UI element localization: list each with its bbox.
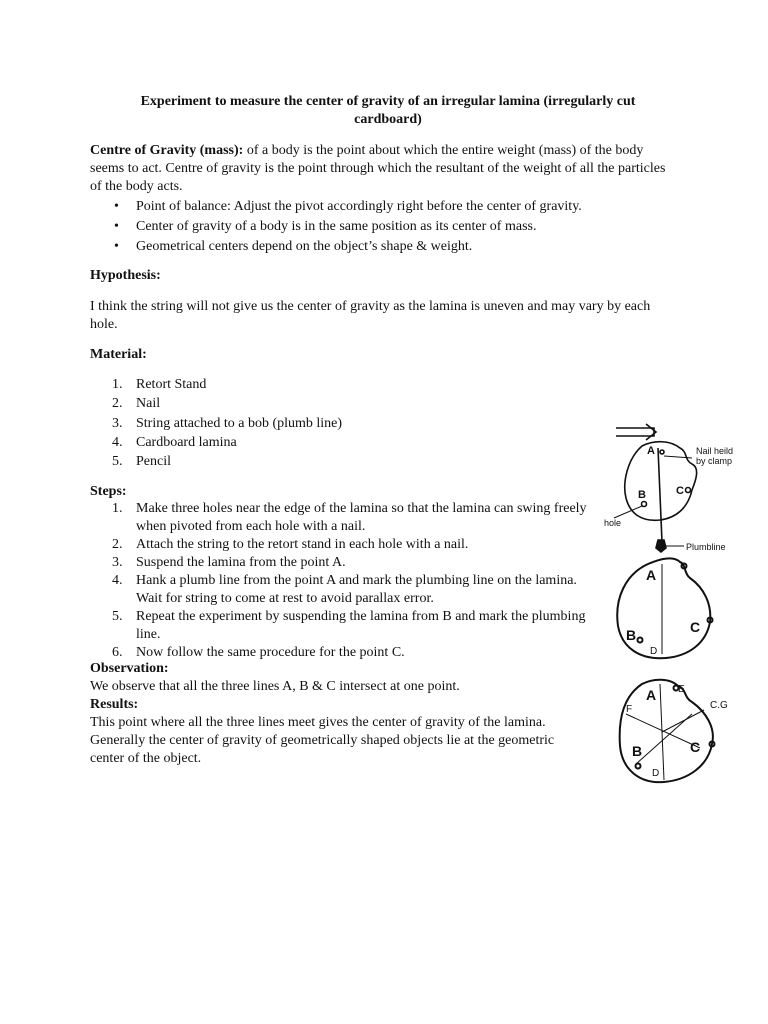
- steps-list: [90, 500, 590, 662]
- list-item: 4. Hank a plumb line from the point A and mark the plumbing line on the lamina. Wait for string to come at rest to avoid parallax error.: [112, 573, 577, 606]
- fig-label: by clamp: [696, 456, 733, 466]
- fig-label: B: [626, 627, 637, 643]
- list-item: 5. Repeat the experiment by suspending the lamina from B and mark the plumbing line.: [112, 609, 586, 642]
- figure-top: [614, 424, 697, 552]
- hypothesis-heading: Hypothesis:: [90, 268, 161, 283]
- fig-label: A: [646, 567, 657, 583]
- list-item: 2. Nail: [112, 396, 161, 412]
- list-item: 1. Make three holes near the edge of the lamina so that the lamina can swing freely when pivoted from each hole with a nail.: [112, 501, 587, 534]
- results-text: This point where all the three lines meet gives the center of gravity of the lamina. Generally the center of gravity of geometrically shaped objects lie at the geometric center of the object.: [90, 715, 555, 766]
- fig-label: D: [652, 768, 660, 779]
- definition-term: Centre of Gravity (mass):: [90, 143, 244, 158]
- bullet-icon: •: [114, 219, 119, 234]
- bullet-item: • Point of balance: Adjust the pivot accordingly right before the center of gravity.: [90, 197, 650, 217]
- material-heading: Material:: [90, 347, 147, 362]
- hypothesis-text: I think the string will not give us the center of gravity as the lamina is uneven and may vary by each hole.: [90, 299, 651, 332]
- center-of-gravity-figure: [592, 418, 744, 788]
- fig-label: C: [690, 619, 701, 635]
- list-item: 1. Retort Stand: [112, 377, 207, 392]
- fig-label: E: [678, 684, 685, 695]
- list-item: 3. String attached to a bob (plumb line): [112, 415, 343, 431]
- fig-label: C.G: [710, 700, 728, 711]
- fig-label: C: [676, 485, 684, 497]
- bullet-item: • Geometrical centers depend on the object’s shape & weight.: [90, 237, 650, 257]
- fig-label: Nail heild: [696, 446, 734, 456]
- document-title: Experiment to measure the center of gravity of an irregular lamina (irregularly cut cardboard): [140, 94, 636, 127]
- bullet-icon: •: [114, 239, 119, 254]
- fig-label: A: [647, 445, 655, 457]
- fig-label: F: [626, 704, 633, 715]
- observation-text: We observe that all the three lines A, B & C intersect at one point.: [90, 679, 460, 694]
- observation-heading: Observation:: [90, 661, 169, 676]
- figure-bottom: [620, 680, 715, 782]
- list-item: 6. Now follow the same procedure for the point C.: [112, 645, 405, 660]
- fig-label: hole: [604, 518, 622, 528]
- list-item: 3. Suspend the lamina from the point A.: [112, 555, 346, 570]
- definition-bullets: [90, 197, 650, 257]
- lamina-diagram: [592, 418, 744, 788]
- fig-label: A: [646, 687, 657, 703]
- definition-paragraph: [90, 142, 675, 196]
- fig-label: B: [632, 743, 643, 759]
- list-item: 2. Attach the string to the retort stand in each hole with a nail.: [112, 537, 469, 552]
- bullet-icon: •: [114, 199, 119, 214]
- fig-label: B: [638, 489, 646, 501]
- list-item: 4. Cardboard lamina: [112, 434, 237, 450]
- material-list: [90, 375, 342, 471]
- fig-label: C: [690, 739, 701, 755]
- list-item: 5. Pencil: [112, 454, 171, 470]
- results-heading: Results:: [90, 697, 139, 712]
- fig-label: Plumbline: [686, 542, 726, 552]
- fig-label: D: [650, 646, 658, 657]
- steps-heading: Steps:: [90, 484, 127, 499]
- definition-text: of a body is the point about which the entire weight (mass) of the body seems to act. Centre of gravity is the point through which the resultant of the weight of all the particles of the body acts.: [90, 143, 666, 194]
- bullet-item: • Center of gravity of a body is in the same position as its center of mass.: [90, 217, 650, 237]
- figure-middle: [617, 558, 712, 658]
